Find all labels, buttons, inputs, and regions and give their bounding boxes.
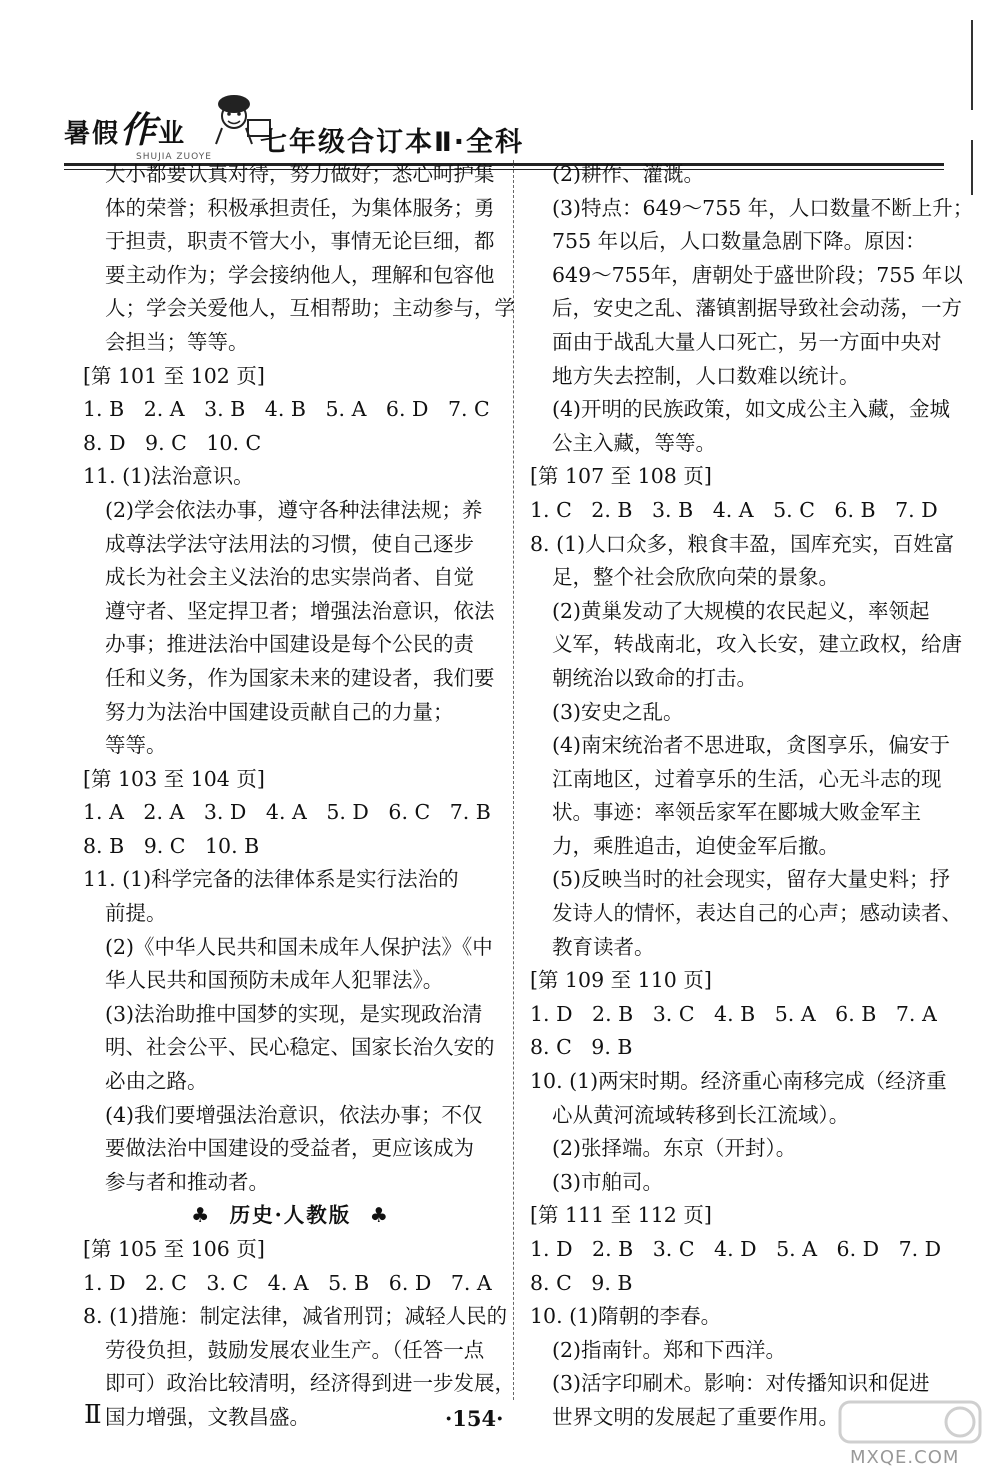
answer-detail-line: 前提。 [105,901,167,926]
answer-detail-line: 体的荣誉；积极承担责任，为集体服务；勇 [105,195,495,220]
answer-line: 10. (1)两宋时期。经济重心南移完成（经济重 [530,1069,947,1094]
answer-detail-line: 朝统治以致命的打击。 [552,665,757,690]
answer-detail-line: 状。事迹：率领岳家军在郾城大败金军主 [552,800,921,825]
answer-detail-line: 参与者和推动者。 [105,1169,269,1194]
answer-detail-line: (2)耕作、灌溉。 [552,162,705,186]
answer-detail-line: 任和义务，作为国家未来的建设者，我们要 [105,665,495,690]
answer-detail-line: (3)特点：649～755 年，人口数量不断上升； [552,195,974,220]
answer-detail-line: (2)《中华人民共和国未成年人保护法》《中 [105,934,493,959]
answer-detail-line: 国力增强，文教昌盛。 [105,1404,310,1429]
answer-detail-line: 成尊法学法守法用法的习惯，使自己逐步 [105,531,474,556]
answer-detail-line: 遵守者、坚定捍卫者；增强法治意识，依法 [105,598,495,623]
answer-detail-line: (4)我们要增强法治意识，依法办事；不仅 [105,1102,483,1127]
answer-line: [第 101 至 102 页] [83,363,265,388]
answer-detail-line: 要做法治中国建设的受益者，更应该成为 [105,1136,474,1161]
answer-line: 8. C 9. B [530,1035,633,1060]
answer-detail-line: 力，乘胜追击，迫使金军后撤。 [552,833,839,858]
brand-prefix: 暑假 [64,119,121,149]
watermark-text: MXQE.COM [850,1447,960,1468]
right-column [530,158,974,1435]
answer-detail-line: 面由于战乱大量人口死亡，另一方面中央对 [552,329,942,354]
answer-detail-line: (5)反映当时的社会现实，留存大量史料；抒 [552,867,951,892]
answer-detail-line: 会担当；等等。 [105,329,249,354]
answer-detail-line: 地方失去控制，人口数难以统计。 [552,363,860,388]
answer-detail-line: (4)开明的民族政策，如文成公主入藏，金城 [552,397,951,422]
answer-detail-line: (3)市舶司。 [552,1169,664,1194]
answer-detail-line: 心从黄河流域转移到长江流域）。 [552,1102,850,1127]
brand-big: 作 [120,109,159,151]
answer-line: 8. C 9. B [530,1270,633,1295]
answer-detail-line: 大小都要认真对待，努力做好；悉心呵护集 [105,162,495,186]
answer-detail-line: 劳役负担，鼓励发展农业生产。（任答一点 [105,1337,485,1362]
answer-detail-line: 义军，转战南北，攻入长安，建立政权，给唐 [552,632,962,657]
answer-line: 1. D 2. B 3. C 4. B 5. A 6. B 7. A [530,1001,937,1026]
answer-line: [第 109 至 110 页] [530,968,712,993]
answer-detail-line: (2)黄巢发动了大规模的农民起义，率领起 [552,598,930,623]
brand-logo [64,102,186,153]
answer-detail-line: (3)活字印刷术。影响：对传播知识和促进 [552,1371,930,1396]
page-number: ·154· [445,1406,504,1431]
answer-detail-line: (2)张择端。东京（开封）。 [552,1136,797,1161]
book-title: 七年级合订本Ⅱ·全科 [260,127,525,158]
answer-line: 8. D 9. C 10. C [83,430,262,455]
answer-detail-line: 要主动作为；学会接纳他人，理解和包容他 [105,262,495,287]
answer-detail-line: 即可）政治比较清明，经济得到进一步发展， [105,1371,515,1396]
answer-line: 1. D 2. C 3. C 4. A 5. B 6. D 7. A [83,1270,492,1295]
answer-detail-line: 等等。 [105,733,167,758]
answer-line: 11. (1)科学完备的法律体系是实行法治的 [83,867,459,892]
answer-detail-line: 于担责，职责不管大小，事情无论巨细，都 [105,229,495,254]
answer-detail-line: 华人民共和国预防未成年人犯罪法》。 [105,968,444,993]
answer-line: 1. A 2. A 3. D 4. A 5. D 6. C 7. B [83,800,491,825]
answer-line: 8. (1)人口众多，粮食丰盈，国库充实，百姓富 [530,531,955,556]
volume-mark: Ⅱ [84,1400,102,1430]
page-header [64,72,944,172]
answer-detail-line: 人；学会关爱他人，互相帮助；主动参与，学 [105,296,515,321]
section-heading: ♣ 历史·人教版 ♣ [191,1203,390,1228]
answer-line: [第 105 至 106 页] [83,1237,265,1261]
answer-detail-line: 教育读者。 [552,934,655,959]
answer-detail-line: 649～755年，唐朝处于盛世阶段；755 年以 [552,262,963,287]
answer-line: [第 103 至 104 页] [83,766,265,791]
answer-line: 10. (1)隋朝的李春。 [530,1304,722,1329]
answer-detail-line: 努力为法治中国建设贡献自己的力量； [105,699,454,724]
margin-mark-lines [968,20,978,200]
answer-detail-line: (3)安史之乱。 [552,699,684,724]
answer-detail-line: 足，整个社会欣欣向荣的景象。 [552,565,839,590]
answer-detail-line: 世界文明的发展起了重要作用。 [552,1404,839,1429]
answer-detail-line: 办事；推进法治中国建设是每个公民的责 [105,632,474,657]
answer-line: 1. B 2. A 3. B 4. B 5. A 6. D 7. C [83,397,490,422]
answer-detail-line: 发诗人的情怀，表达自己的心声；感动读者、 [552,901,962,926]
answer-detail-line: (4)南宋统治者不思进取，贪图享乐，偏安于 [552,733,951,758]
brand-subtitle: SHUJIA ZUOYE [136,152,212,162]
answer-line: 8. B 9. C 10. B [83,833,260,858]
answer-detail-line: 必由之路。 [105,1069,208,1094]
answer-detail-line: 江南地区，过着享乐的生活，心无斗志的现 [552,766,942,791]
answer-detail-line: 后，安史之乱、藩镇割据导致社会动荡，一方 [552,296,962,321]
answer-detail-line: 755 年以后，人口数量急剧下降。原因： [552,229,926,254]
answer-detail-line: (2)指南针。郑和下西洋。 [552,1337,787,1362]
answer-line: [第 111 至 112 页] [530,1203,712,1228]
answer-line: 1. D 2. B 3. C 4. D 5. A 6. D 7. D [530,1237,942,1261]
answer-detail-line: 公主入藏，等等。 [552,430,716,455]
column-divider [513,160,514,1400]
brand-suffix: 业 [158,119,187,149]
answer-line: 8. (1)措施：制定法律，减省刑罚；减轻人民的 [83,1304,508,1329]
answer-detail-line: (2)学会依法办事，遵守各种法律法规；养 [105,497,483,522]
answer-line: 11. (1)法治意识。 [83,464,254,489]
answer-detail-line: 成长为社会主义法治的忠实崇尚者、自觉 [105,565,474,590]
answer-detail-line: (3)法治助推中国梦的实现，是实现政治清 [105,1001,483,1026]
left-column [83,158,515,1435]
answer-line: [第 107 至 108 页] [530,464,712,489]
answer-line: 1. C 2. B 3. B 4. A 5. C 6. B 7. D [530,497,938,522]
answer-detail-line: 明、社会公平、民心稳定、国家长治久安的 [105,1035,495,1060]
